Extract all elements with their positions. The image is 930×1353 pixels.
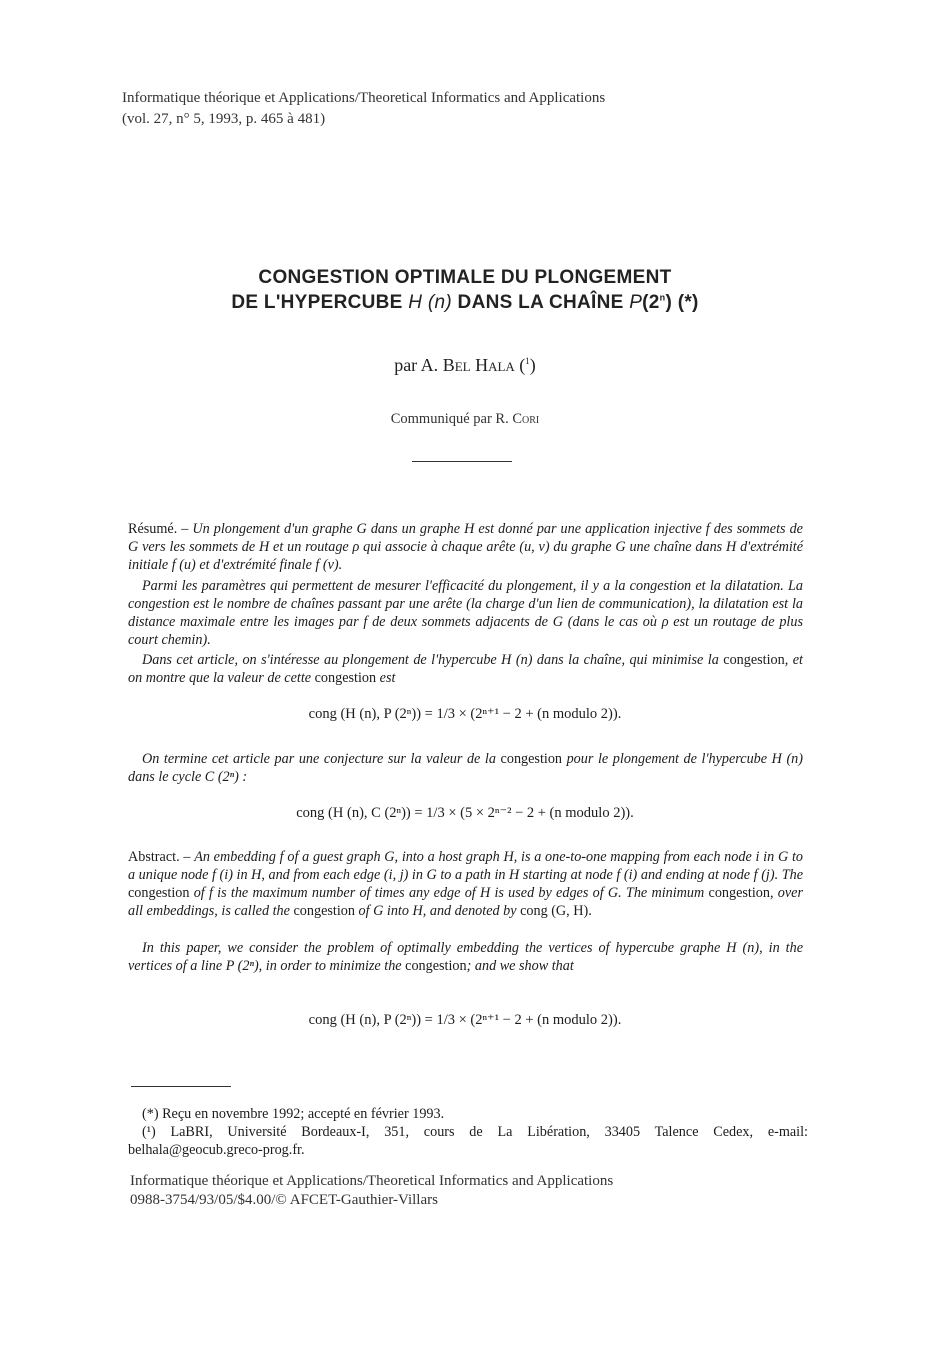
formula-3: cong (H (n), P (2ⁿ)) = 1/3 × (2ⁿ⁺¹ − 2 + (n modulo 2)). — [308, 1012, 622, 1028]
abstract-text: of f is the maximum number of times any edge of H is used by edges of G. The minimum — [189, 885, 709, 901]
term: congestion — [405, 958, 467, 974]
title-math: H (n) — [408, 292, 452, 313]
footnote-text: LaBRI, Université Bordeaux-I, 351, cours de La Libération, 33405 Talence Cedex, e-mail: belhala@geocub.greco-prog.fr. — [128, 1124, 808, 1158]
term: cong (G, H). — [520, 903, 592, 919]
title-sup: n — [659, 292, 666, 303]
resume-text: est — [376, 670, 396, 686]
abstract-label: Abstract. – — [128, 849, 195, 865]
author-mark: ( — [514, 355, 526, 375]
term: congestion — [314, 670, 377, 686]
title-line-1: CONGESTION OPTIMALE DU PLONGEMENT — [258, 267, 672, 288]
title-text: (2 — [642, 292, 660, 313]
resume-p2 — [128, 577, 803, 649]
author-name: Bel Hala — [442, 355, 515, 375]
term: congestion — [500, 751, 563, 767]
resume-text: , et on montre que la valeur de cette — [128, 652, 803, 686]
journal-header — [122, 88, 605, 130]
communicated-name: Cori — [512, 411, 540, 427]
resume-text: Dans cet article, on s'intéresse au plongement de l'hypercube H (n) dans la chaîne, qui minimise la — [142, 652, 724, 668]
title-math: P — [629, 292, 643, 313]
term: congestion — [293, 903, 355, 919]
abstract-text: An embedding f of a guest graph G, into a host graph H, is a one-to-one mapping from each node i in G to a unique node f (i) in H, and from each edge (i, j) in G to a path in H starting at node f (i) and ending at node f (j). The — [128, 849, 803, 883]
footnote-mark: (¹) — [142, 1124, 156, 1140]
resume-text: Parmi les paramètres qui permettent de mesurer l'efficacité du plongement, il y a la congestion et la dilatation. La congestion est le nombre de chaînes passant par une arête (la charge d'un lien de communication), la dilatation est la distance maximale entre les images par f de deux sommets adjacents de G (dans le cas où ρ est un routage de plus court chemin). — [128, 578, 803, 648]
resume-text: pour le plongement de l'hypercube H (n) dans le cycle C (2ⁿ) : — [128, 751, 803, 785]
abstract-text: , over all embeddings, is called the — [128, 885, 803, 919]
resume-p1 — [128, 520, 803, 574]
abstract-p2 — [128, 939, 803, 975]
title-text: DE L'HYPERCUBE — [231, 292, 409, 313]
resume-p3 — [128, 651, 803, 687]
footnote-affiliation — [128, 1123, 808, 1159]
resume-label: Résumé. – — [128, 521, 193, 537]
abstract-text: ; and we show that — [466, 958, 574, 974]
author-prefix: par A. — [394, 355, 443, 375]
footer-issn: 0988-3754/93/05/$4.00/© AFCET-Gauthier-Villars — [130, 1192, 438, 1208]
formula-2: cong (H (n), C (2ⁿ)) = 1/3 × (5 × 2ⁿ⁻² − 2 + (n modulo 2)). — [296, 805, 634, 821]
paper-title — [60, 265, 870, 315]
author-mark: ) — [529, 355, 536, 375]
journal-name: Informatique théorique et Applications/Theoretical Informatics and Applications — [122, 90, 606, 106]
communicated-by — [0, 411, 930, 428]
author-line — [0, 355, 930, 376]
title-divider — [412, 461, 512, 462]
term: congestion — [723, 652, 785, 668]
communicated-prefix: Communiqué par R. — [390, 411, 513, 427]
formula-1: cong (H (n), P (2ⁿ)) = 1/3 × (2ⁿ⁺¹ − 2 + (n modulo 2)). — [308, 706, 622, 722]
abstract-text: of G into H, and denoted by — [354, 903, 521, 919]
footnote-divider — [131, 1086, 231, 1087]
author-mark-sup: 1 — [525, 356, 530, 366]
term: congestion — [128, 885, 190, 901]
title-text: ) (*) — [665, 292, 699, 313]
abstract-text: In this paper, we consider the problem of optimally embedding the vertices of hypercube graphe H (n), in the vertices of a line P (2ⁿ), in order to minimize the — [128, 940, 803, 974]
footnote-received: (*) Reçu en novembre 1992; accepté en février 1993. — [142, 1106, 445, 1122]
abstract-p1 — [128, 848, 803, 920]
term: congestion — [708, 885, 770, 901]
title-line-2 — [60, 290, 870, 315]
resume-text: Un plongement d'un graphe G dans un graphe H est donné par une application injective f des sommets de G vers les sommets de H et un routage ρ qui associe à chaque arête (u, v) du graphe G une chaîne dans H d'extrémité initiale f (u) et d'extrémité finale f (v). — [128, 521, 803, 573]
title-text: DANS LA CHAÎNE — [451, 292, 630, 313]
resume-p4 — [128, 750, 803, 786]
resume-text: On termine cet article par une conjecture sur la valeur de la — [142, 751, 501, 767]
journal-volume: (vol. 27, n° 5, 1993, p. 465 à 481) — [122, 111, 326, 127]
footer-journal: Informatique théorique et Applications/Theoretical Informatics and Applications — [130, 1173, 614, 1189]
page-footer — [130, 1172, 613, 1210]
